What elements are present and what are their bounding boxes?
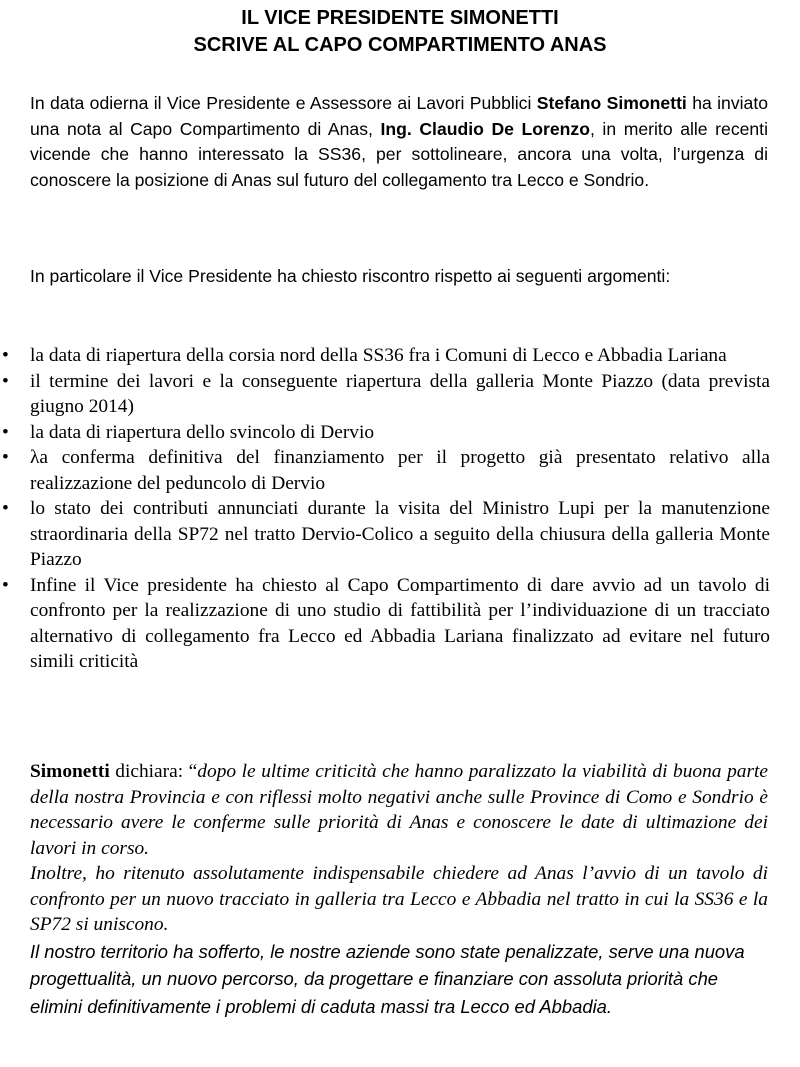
bullet-item bbox=[0, 343, 770, 369]
quote-text-1: dopo le ultime criticità che hanno paralizzato la viabilità di buona parte della nostra Provincia e con riflessi molto negativi anche sulle Province di Como e Sondrio è necessario avere le conferme sulle priorità di Anas e conoscere le date di ultimazione dei lavori in corso. bbox=[30, 761, 768, 859]
quote-paragraph-2: Inoltre, ho ritenuto assolutamente indispensabile chiedere ad Anas l’avvio di un tavolo di confronto per un nuovo tracciato in galleria tra Lecco e Abbadia nel tratto in cui la SS36 e la SP72 si uniscono. bbox=[30, 863, 768, 935]
bullet-text: Infine il Vice presidente ha chiesto al Capo Compartimento di dare avvio ad un tavolo di confronto per la realizzazione di uno studio di fattibilità per l’individuazione di un tracciato alternativo di collegamento fra Lecco ed Abbadia Lariana finalizzato ad evitare nel futuro simili criticità bbox=[30, 574, 770, 672]
intro-paragraph bbox=[30, 91, 768, 193]
bullet-item bbox=[0, 369, 770, 420]
quote-verb: dichiara: “ bbox=[109, 761, 198, 782]
bullet-icon: • bbox=[2, 447, 9, 468]
quote-paragraph-3: Il nostro territorio ha sofferto, le nostre aziende sono state penalizzate, serve una nuova progettualità, un nuovo percorso, da progettare e finanziare con assoluta priorità che elimini definitivamente i problemi di caduta massi tra Lecco ed Abbadia. bbox=[30, 940, 745, 1017]
title-line-2: SCRIVE AL CAPO COMPARTIMENTO ANAS bbox=[193, 34, 607, 56]
bullet-icon: • bbox=[2, 498, 9, 519]
intro-name-de-lorenzo: Ing. Claudio De Lorenzo bbox=[380, 118, 590, 139]
bullet-text: lo stato dei contributi annunciati durante la visita del Ministro Lupi per la manutenzione straordinaria della SP72 nel tratto Dervio-Colico a seguito della chiusura della galleria Monte Piazzo bbox=[30, 498, 770, 570]
bullet-icon: • bbox=[2, 421, 9, 443]
intro-name-simonetti: Stefano Simonetti bbox=[536, 93, 687, 113]
quote-speaker: Simonetti bbox=[30, 761, 110, 782]
intro-text-3: , in merito alle recenti vicende che hanno interessato la SS36, per sottolineare, ancora una volta, l’urgenza di conoscere la posizione di Anas sul futuro del collegamento tra Lecco e Sondrio. bbox=[30, 118, 768, 190]
intro-paragraph-2: In particolare il Vice Presidente ha chiesto riscontro rispetto ai seguenti argomenti: bbox=[30, 266, 671, 286]
bullet-text: il termine dei lavori e la conseguente riapertura della galleria Monte Piazzo (data prevista giugno 2014) bbox=[30, 370, 770, 417]
bullet-item bbox=[0, 420, 770, 446]
title-line-1: IL VICE PRESIDENTE SIMONETTI bbox=[241, 7, 559, 29]
bullet-item bbox=[0, 573, 770, 675]
intro-text-2: ha inviato una nota al Capo Compartimento di Anas, bbox=[30, 93, 768, 139]
bullet-list bbox=[0, 343, 770, 675]
quote-block bbox=[30, 759, 768, 1020]
bullet-text: la data di riapertura della corsia nord della SS36 fra i Comuni di Lecco e Abbadia Lariana bbox=[30, 345, 727, 366]
bullet-item bbox=[0, 496, 770, 573]
bullet-text: la data di riapertura dello svincolo di Dervio bbox=[30, 421, 375, 443]
bullet-item bbox=[0, 445, 770, 496]
bullet-icon: • bbox=[2, 574, 9, 596]
intro-text-1: In data odierna il Vice Presidente e Assessore ai Lavori Pubblici bbox=[30, 93, 537, 113]
bullet-icon: • bbox=[2, 345, 9, 366]
bullet-text: λa conferma definitiva del finanziamento per il progetto già presentato relativo alla realizzazione del peduncolo di Dervio bbox=[30, 447, 770, 494]
bullet-icon: • bbox=[2, 370, 9, 392]
quote-paragraph-1 bbox=[30, 759, 768, 861]
